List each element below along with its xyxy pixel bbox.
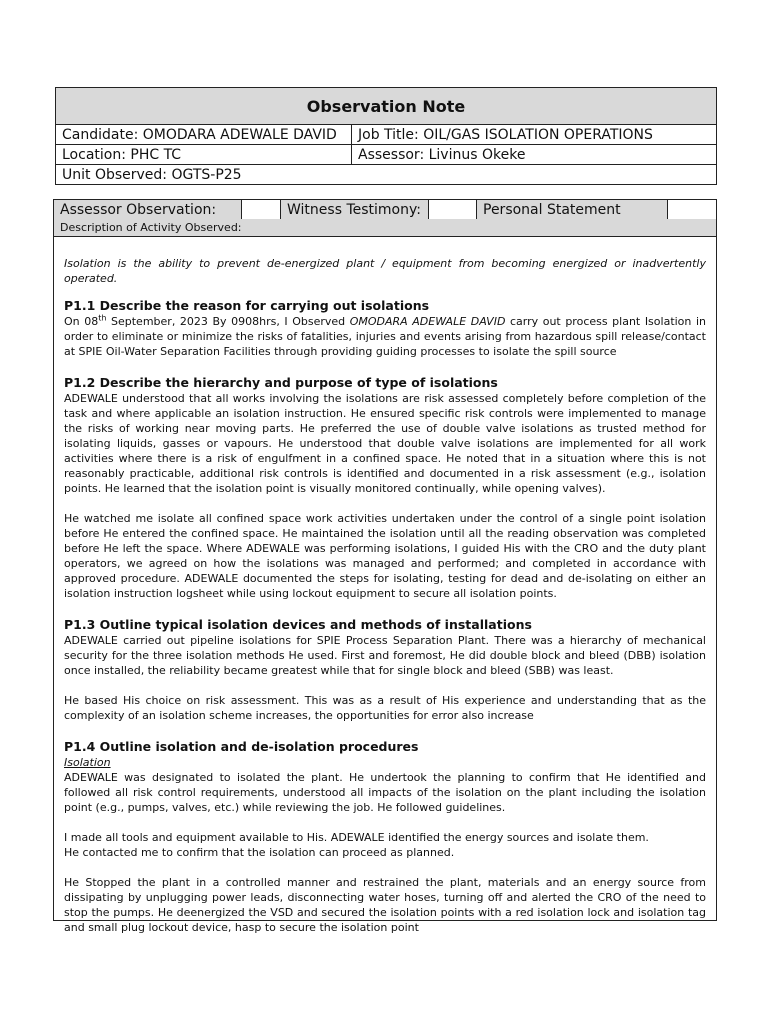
p11-text-b: September, 2023 By 0908hrs, I Observed [106,315,350,328]
unit-observed-field: Unit Observed: OGTS-P25 [62,166,242,183]
personal-statement-checkbox[interactable] [668,200,716,219]
observation-header-table [55,87,717,185]
p11-candidate-name: OMODARA ADEWALE DAVID [349,315,506,328]
section-p14-para2a: I made all tools and equipment available to His. ADEWALE identified the energy sources and isolate them. [64,831,649,844]
section-p12-para1: ADEWALE understood that all works involving the isolations are risk assessed completely before completion of the task and where applicable an isolation instruction. He ensured specific risk controls were implemented to manage the risks of working near moving parts. He preferred the use of double valve isolations as trusted method for isolating liquids, gasses or vapours. He understood that double valve isolations are implemented for all work activities where there is a risk of engulfment in a confined space. He noted that in a situation where this is not reasonably practicable, additional risk controls is identified and documented in a risk assessment (e.g., isolation points. He learned that the isolation point is visually monitored continually, while opening valves). [64,392,706,495]
assessor-observation-checkbox[interactable] [242,200,281,219]
section-p13-heading: P1.3 Outline typical isolation devices and methods of installations [64,617,532,632]
p11-sup: th [98,313,107,323]
section-p14-para2b: He contacted me to confirm that the isolation can proceed as planned. [64,846,455,859]
witness-testimony-checkbox[interactable] [429,200,477,219]
activity-description-box [53,219,717,934]
candidate-field: Candidate: OMODARA ADEWALE DAVID [56,125,352,144]
description-label: Description of Activity Observed: [54,219,716,237]
location-field: Location: PHC TC [56,145,352,164]
section-p14-para1: ADEWALE was designated to isolated the plant. He undertook the planning to confirm that He identified and followed all risk control requirements, understood all impacts of the isolation on the plant including the isolation point (e.g., pumps, valves, etc.) while reviewing the job. He followed guidelines. [64,771,706,814]
assessor-observation-label: Assessor Observation: [54,200,242,219]
section-p14-para3: He Stopped the plant in a controlled manner and restrained the plant, materials and an energy source from dissipating by unplugging power leads, disconnecting water hoses, turning off and alerted the CRO of the need to stop the pumps. He deenergized the VSD and secured the isolation points with a red isolation lock and isolation tag and small plug lockout device, hasp to secure the isolation point [64,876,706,934]
intro-text: Isolation is the ability to prevent de-energized plant / equipment from becoming energized or inadvertently operated. [64,257,706,285]
section-p13-para2: He based His choice on risk assessment. This was as a result of His experience and understanding that as the complexity of an isolation scheme increases, the opportunities for error also increase [64,694,706,722]
section-p11-text [64,314,706,359]
section-p14-heading: P1.4 Outline isolation and de-isolation procedures [64,739,419,754]
p11-text-c: carry out process plant Isolation in order to eliminate or minimize the risks of fatalities, injuries and events arising from hazardous spill release/contact at SPIE Oil-Water Separation Facilities through providing guiding processes to isolate the spill source [64,315,706,358]
assessor-field: Assessor: Livinus Okeke [358,146,526,163]
witness-testimony-label: Witness Testimony: [281,200,429,219]
evidence-type-row [53,199,717,220]
header-row-3 [56,165,716,184]
personal-statement-label: Personal Statement [477,200,668,219]
section-p12-heading: P1.2 Describe the hierarchy and purpose of type of isolations [64,375,498,390]
job-title-field: Job Title: OIL/GAS ISOLATION OPERATIONS [358,126,653,143]
header-row-2 [56,145,716,165]
section-p11-heading: P1.1 Describe the reason for carrying out isolations [64,298,430,313]
observation-body [54,256,716,935]
section-p12-para2: He watched me isolate all confined space work activities undertaken under the control of a single point isolation before He entered the confined space. He maintained the isolation until all the reading observation was completed before He left the space. Where ADEWALE was performing isolations, I guided His with the CRO and the duty plant operators, we agreed on how the isolations was managed and performed; and completed in accordance with approved procedure. ADEWALE documented the steps for isolating, testing for dead and de-isolating on either an isolation instruction logsheet while using lockout equipment to secure all isolation points. [64,512,706,600]
document-title: Observation Note [56,88,716,125]
p11-text-a: On 08 [64,315,99,328]
header-row-1 [56,125,716,145]
section-p14-subheading: Isolation [64,756,111,769]
section-p13-para1: ADEWALE carried out pipeline isolations for SPIE Process Separation Plant. There was a hierarchy of mechanical security for the three isolation methods He used. First and foremost, He did double block and bleed (DBB) isolation once installed, the reliability became greatest while that for single block and bleed (SBB) was least. [64,634,706,677]
